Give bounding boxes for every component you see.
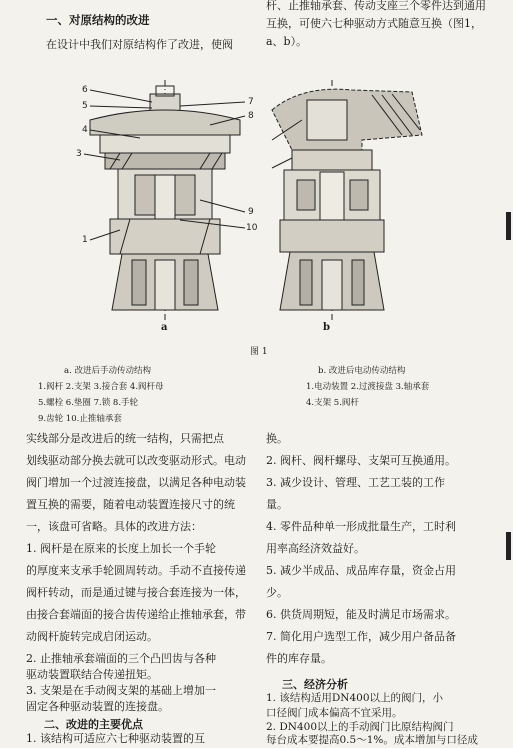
- callout-a-3: 3: [76, 149, 82, 159]
- right-body-10: 7. 简化用户选型工作，减少用户备品备: [266, 630, 456, 643]
- callout-a-8: 8: [248, 111, 254, 121]
- left-body-1: 实线部分是改进后的统一结构，只需把点: [26, 432, 224, 445]
- section1-heading: 一、对原结构的改进: [46, 13, 150, 27]
- caption-b-title: b. 改进后电动传动结构: [318, 366, 406, 376]
- callout-a-4: 4: [82, 125, 88, 135]
- callout-a-5: 5: [82, 101, 88, 111]
- left-body-5: 一，该盘可省略。具体的改进方法：: [26, 520, 202, 533]
- caption-b-parts-2: 4.支架 5.阀杆: [306, 398, 359, 408]
- section2-heading: 二、改进的主要优点: [44, 718, 143, 731]
- left-body-13: 3. 支架是在手动阀支架的基础上增加一: [26, 684, 216, 697]
- right-body-9: 6. 供货周期短，能及时满足市场需求。: [266, 608, 456, 621]
- section3-line-2: 口径阀门成本偏高不宜采用。: [266, 707, 403, 719]
- left-body-7: 的厚度来支承手轮圆周转动。手动不直接传递: [26, 564, 246, 577]
- caption-a-parts-1: 1.阀杆 2.支架 3.接合套 4.阀杆母: [38, 382, 164, 392]
- right-body-2: 2. 阀杆、阀杆螺母、支架可互换通用。: [266, 454, 456, 467]
- left-body-8: 阀杆转动，而是通过键与接合套连接为一体，: [26, 586, 246, 599]
- figure-number: 图 1: [250, 347, 268, 357]
- left-body-4: 置互换的需要，随着电动装置连接尺寸的统: [26, 498, 235, 511]
- right-body-1: 换。: [266, 432, 288, 445]
- callout-a-10: 10: [246, 223, 258, 233]
- right-body-3: 3. 减少设计、管理、工艺工装的工作: [266, 476, 445, 489]
- callout-a-6: 6: [82, 85, 88, 95]
- left-body-6: 1. 阀杆是在原来的长度上加长一个手轮: [26, 542, 216, 555]
- section1-intro: 在设计中我们对原结构作了改进，使阀: [46, 38, 233, 51]
- scan-mark-bottom: [506, 532, 511, 560]
- left-body-12: 驱动装置联结合传递扭矩。: [26, 668, 158, 681]
- section3-line-1: 1. 该结构适用DN400以上的阀门，小: [266, 692, 444, 704]
- figure-a-label: a: [161, 322, 168, 333]
- top-right-line-2: 互换，可使六七种驱动方式随意互换（图1，: [266, 17, 482, 30]
- caption-a-title: a. 改进后手动传动结构: [64, 366, 151, 376]
- left-body-3: 阀门增加一个过渡连接盘，以满足各种电动装: [26, 476, 246, 489]
- scan-mark-top: [506, 212, 511, 240]
- section3-heading: 三、经济分析: [282, 678, 348, 691]
- right-body-8: 少。: [266, 586, 288, 599]
- left-body-11: 2. 止推轴承套端面的三个凸凹齿与各种: [26, 652, 216, 665]
- right-body-5: 4. 零件品种单一形成批量生产，工时利: [266, 520, 456, 533]
- top-right-line-1: 杆、止推轴承套、传动支座三个零件达到通用: [266, 0, 486, 12]
- callout-a-9: 9: [248, 207, 254, 217]
- right-body-11: 件的库存量。: [266, 652, 332, 665]
- caption-a-parts-3: 9.齿轮 10.止推轴承套: [38, 414, 122, 424]
- left-body-2: 划线驱动部分换去就可以改变驱动形式。电动: [26, 454, 246, 467]
- right-body-4: 量。: [266, 498, 288, 511]
- section3-line-3: 2. DN400以上的手动阀门比原结构阀门: [266, 721, 454, 733]
- right-body-6: 用率高经济效益好。: [266, 542, 365, 555]
- figure-a-drawing: [60, 80, 270, 320]
- caption-b-parts-1: 1.电动装置 2.过渡接盘 3.轴承套: [306, 382, 430, 392]
- callout-a-7: 7: [248, 97, 254, 107]
- callout-a-1: 1: [82, 235, 88, 245]
- section3-line-4: 每台成本要提高0.5～1%。成本增加与口径成: [266, 734, 478, 746]
- top-right-line-3: a、b）。: [266, 35, 308, 48]
- left-body-14: 固定各种驱动装置的连接盘。: [26, 700, 169, 713]
- figure-b-drawing: [262, 80, 432, 320]
- figure-b-label: b: [323, 322, 330, 333]
- left-body-9: 由接合套端面的接合齿传递给止推轴承套，带: [26, 608, 246, 621]
- left-body-10: 动阀杆旋转完成启闭运动。: [26, 630, 158, 643]
- right-body-7: 5. 减少半成品、成品库存量，资金占用: [266, 564, 456, 577]
- caption-a-parts-2: 5.螺栓 6.垫圈 7.锁 8.手轮: [38, 398, 139, 408]
- section2-first-line: 1. 该结构可适应六七种驱动装置的互: [26, 732, 205, 745]
